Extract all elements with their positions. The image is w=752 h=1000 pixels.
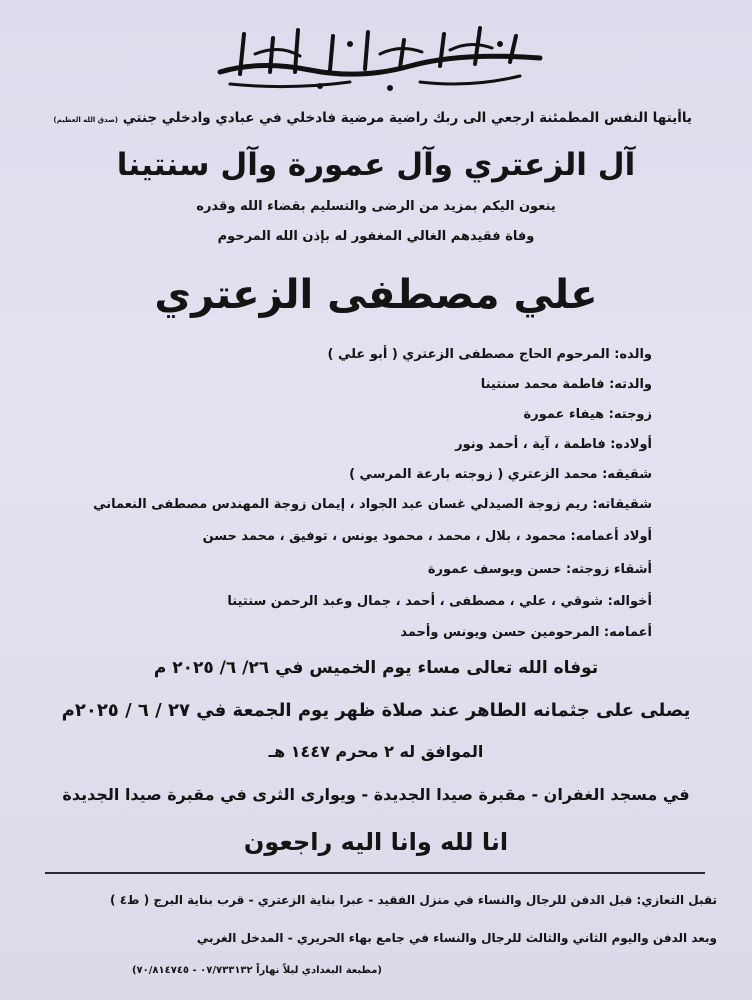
relative-wife: زوجته: هيفاء عمورة xyxy=(523,407,652,422)
closing-verse: انا لله وانا اليه راجعون xyxy=(243,828,509,856)
condolences-line-1: تقبل التعازي: قبل الدفن للرجال والنساء في منزل الفقيد - عبرا بناية الزعتري - قرب بناية البرج ( ط٤ ) xyxy=(110,893,717,907)
intro-line-2: وفاة فقيدهم الغالي المغفور له بإذن الله المرحوم xyxy=(217,229,535,244)
calligraphy-header xyxy=(200,14,560,94)
hijri-date: الموافق له ٢ محرم ١٤٤٧ هـ xyxy=(268,742,484,761)
relative-cousins: أولاد أعمامه: محمود ، بلال ، محمد ، محمود يونس ، توفيق ، محمد حسن xyxy=(202,529,652,544)
deceased-name: علي مصطفى الزعتري xyxy=(154,272,598,318)
relative-paternal-uncles: أعمامه: المرحومين حسن ويونس وأحمد xyxy=(400,625,652,640)
verse-note: (صدق الله العظيم) xyxy=(53,116,118,124)
printer-credit: (مطبعة البغدادي ليلاً نهاراً ٠٧/٧٣٣١٣٢ - ٧٠/٨١٤٧٤٥) xyxy=(131,965,382,976)
relative-children: أولاده: فاطمة ، آية ، أحمد ونور xyxy=(455,437,652,452)
prayer-info: يصلى على جثمانه الطاهر عند صلاة ظهر يوم الجمعة في ٢٧ / ٦ / ٢٠٢٥م xyxy=(61,700,691,721)
relative-mother: والدته: فاطمة محمد سنتينا xyxy=(480,377,652,392)
relative-sisters: شقيقاته: ريم زوجة الصيدلي غسان عبد الجواد ، إيمان زوجة المهندس مصطفى النعماني xyxy=(93,497,652,512)
verse-text: ياأيتها النفس المطمئنة ارجعي الى ربك راضية مرضية فادخلي في عبادي وادخلي جنتي xyxy=(122,110,692,126)
burial-info: في مسجد الغفران - مقبرة صيدا الجديدة - ويوارى الثرى في مقبرة صيدا الجديدة xyxy=(62,785,690,804)
calligraphy-text: سبحان الحي الذي لا يموت xyxy=(374,54,386,55)
relative-brother: شقيقه: محمد الزعتري ( زوجته بارعة المرسي ) xyxy=(349,467,652,482)
intro-line-1: ينعون اليكم بمزيد من الرضى والتسليم بقضاء الله وقدره xyxy=(196,199,556,214)
families-title: آل الزعتري وآل عمورة وآل سنتينا xyxy=(116,147,636,183)
relative-maternal-uncles: أخواله: شوقي ، علي ، مصطفى ، أحمد ، جمال وعبد الرحمن سنتينا xyxy=(227,594,652,609)
death-date: توفاه الله تعالى مساء يوم الخميس في ٢٦/ ٦/ ٢٠٢٥ م xyxy=(153,658,599,678)
divider-line xyxy=(45,872,705,874)
verse-line xyxy=(53,112,692,126)
relative-father: والده: المرحوم الحاج مصطفى الزعتري ( أبو علي ) xyxy=(327,347,652,362)
condolences-line-2: وبعد الدفن واليوم الثاني والثالث للرجال والنساء في جامع بهاء الحريري - المدخل الغربي xyxy=(196,931,717,945)
relative-wife-brothers: أشقاء زوجته: حسن ويوسف عمورة xyxy=(427,562,652,577)
